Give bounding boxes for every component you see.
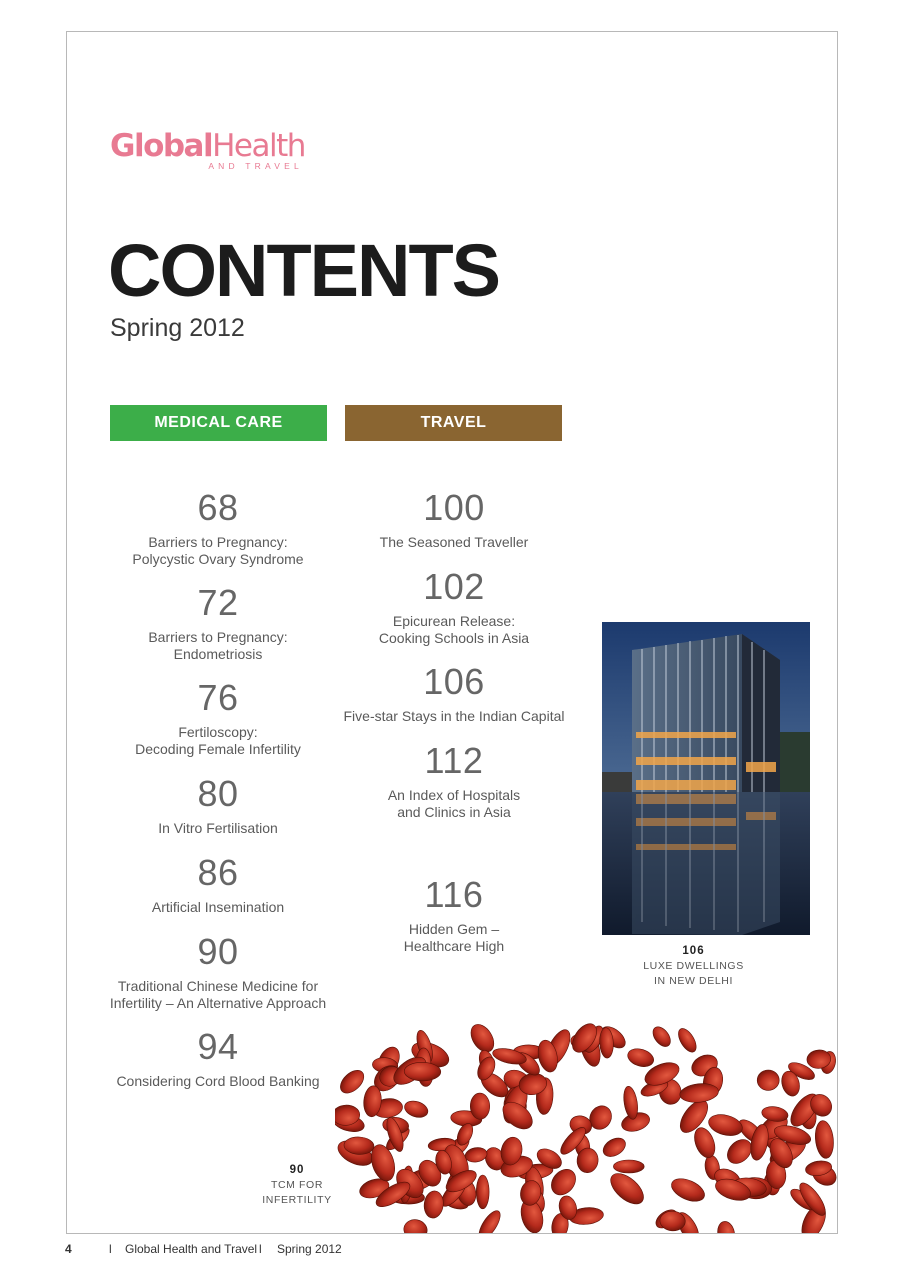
goji-berry — [675, 1026, 700, 1055]
toc-entry-102[interactable] — [319, 567, 589, 647]
toc-article-title: In Vitro Fertilisation — [158, 820, 278, 836]
toc-page-number: 90 — [197, 931, 239, 972]
toc-article-title: Barriers to Pregnancy: Polycystic Ovary Syndrome — [132, 534, 304, 567]
toc-entry-106[interactable] — [319, 662, 589, 725]
goji-berry — [600, 1134, 629, 1160]
photo-caption-berries — [252, 1163, 342, 1208]
category-medical-care: MEDICAL CARE — [110, 405, 327, 441]
goji-berry — [668, 1174, 708, 1206]
goji-berry — [423, 1190, 445, 1219]
goji-berry — [470, 1093, 490, 1120]
goji-berry — [613, 1160, 644, 1173]
goji-berry — [626, 1046, 656, 1070]
logo-subtext: AND TRAVEL — [208, 161, 303, 171]
goji-berry — [706, 1111, 744, 1139]
toc-entry-116[interactable] — [319, 875, 589, 955]
footer-issue: Spring 2012 — [277, 1242, 342, 1256]
toc-entry-100[interactable] — [319, 488, 589, 551]
caption-line: TCM FOR — [270, 1179, 324, 1191]
goji-berry — [622, 1085, 640, 1120]
toc-article-title: Epicurean Release: Cooking Schools in Asia — [378, 613, 530, 646]
goji-berry — [464, 1146, 488, 1164]
hotel-photo — [602, 622, 810, 935]
logo-text-global: Global — [110, 128, 213, 164]
issue-subtitle: Spring 2012 — [110, 314, 245, 342]
goji-berry — [404, 1062, 441, 1081]
page-frame — [66, 31, 838, 1234]
caption-page-number: 90 — [289, 1164, 305, 1176]
goji-berry — [649, 1024, 674, 1050]
goji-berry — [402, 1217, 429, 1234]
goji-berries-photo — [335, 1022, 838, 1234]
footer-page-number: 4 — [65, 1242, 72, 1256]
photo-caption-hotel — [602, 944, 785, 989]
caption-line: LUXE DWELLINGS — [643, 960, 744, 972]
category-travel: TRAVEL — [345, 405, 562, 441]
goji-berry — [475, 1207, 504, 1234]
toc-article-title: Traditional Chinese Medicine for Infertility – An Alternative Approach — [109, 978, 327, 1011]
toc-article-title: Fertiloscopy: Decoding Female Infertility — [135, 724, 301, 757]
caption-line: INFERTILITY — [262, 1194, 332, 1206]
toc-page-number: 116 — [424, 874, 484, 915]
footer-publication: Global Health and Travel — [125, 1242, 258, 1256]
toc-page-number: 86 — [197, 852, 239, 893]
toc-entry-112[interactable] — [319, 741, 589, 821]
global-health-travel-logo — [110, 128, 305, 171]
goji-berry — [716, 1220, 737, 1234]
goji-berry — [605, 1168, 649, 1210]
toc-entry-94[interactable] — [67, 1027, 369, 1090]
goji-berry — [402, 1098, 430, 1120]
toc-page-number: 72 — [197, 582, 239, 623]
caption-page-number: 106 — [682, 945, 705, 957]
toc-page-number: 112 — [424, 740, 484, 781]
goji-berry — [476, 1175, 489, 1209]
toc-page-number: 80 — [197, 773, 239, 814]
page-footer — [0, 1242, 905, 1258]
toc-page-number: 100 — [423, 487, 485, 528]
footer-separator: l — [259, 1242, 262, 1256]
logo-text-health: Health — [212, 128, 305, 164]
toc-page-number: 94 — [197, 1026, 239, 1067]
goji-berry — [814, 1120, 836, 1159]
toc-page-number: 102 — [423, 566, 485, 607]
toc-article-title: Five-star Stays in the Indian Capital — [343, 708, 565, 724]
toc-article-title: Barriers to Pregnancy: Endometriosis — [148, 629, 288, 662]
goji-berry — [336, 1066, 368, 1097]
caption-line: IN NEW DELHI — [654, 975, 733, 987]
toc-page-number: 76 — [197, 677, 239, 718]
page-title: CONTENTS — [108, 229, 499, 312]
footer-separator: l — [109, 1242, 112, 1256]
toc-article-title: Artificial Insemination — [151, 899, 285, 915]
toc-article-title: An Index of Hospitals and Clinics in Asia — [387, 787, 521, 820]
toc-article-title: Hidden Gem – Healthcare High — [403, 921, 505, 954]
toc-page-number: 68 — [197, 487, 239, 528]
hotel-illustration — [602, 622, 810, 935]
goji-berry — [757, 1070, 779, 1091]
toc-article-title: The Seasoned Traveller — [379, 534, 529, 550]
toc-article-title: Considering Cord Blood Banking — [116, 1073, 320, 1089]
toc-page-number: 106 — [423, 661, 485, 702]
